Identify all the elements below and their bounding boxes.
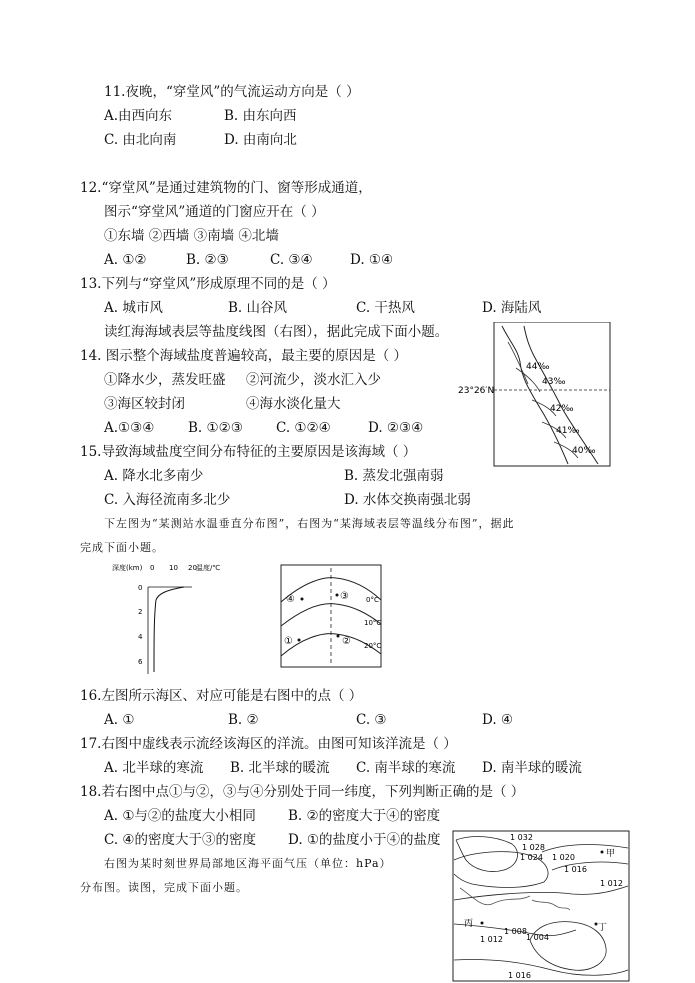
q17-option-b: B. 北半球的暖流 [230,760,330,776]
red-sea-salinity-map [458,322,612,468]
q18-option-a: A. ①与②的盐度大小相同 [104,808,256,824]
q11-option-d: D. 由南向北 [224,132,297,148]
isotherm-0-label: 0°C [366,596,379,604]
q16-stem: 16.左图所示海区、对应可能是右图中的点（ ） [80,688,363,704]
point-3-label: ③ [340,591,349,602]
depth-tick-4: 4 [138,633,143,641]
isobar-1028-label: 1 028 [522,843,545,852]
q14-option-b: B. ①②③ [188,420,243,436]
q17-stem: 17.右图中虚线表示流经该海区的洋流。由图可知该洋流是（ ） [80,736,457,752]
q18-option-d: D. ①的盐度小于④的盐度 [288,832,441,848]
q14-option-c: C. ①②④ [276,420,331,436]
isobar-1008-label: 1 008 [504,927,527,936]
point-jia-label: 甲 [606,849,616,859]
water-temperature-depth-chart [108,560,228,676]
q12-stem-1: 12.“穿堂风”是通过建筑物的门、窗等形成通道， [80,180,372,196]
q17-option-a: A. 北半球的寒流 [104,760,204,776]
isobar-1016-north-label: 1 016 [564,865,587,874]
q16-option-a: A. ① [104,712,135,728]
isobar-1012-north-label: 1 012 [600,879,623,888]
q14-choice-2: ②河流少，淡水汇入少 [246,372,381,388]
temp-axis-label: 温度/℃ [196,564,221,572]
point-1-label: ① [284,636,293,647]
point-4-label: ④ [286,594,295,605]
q18-option-c: C. ④的密度大于③的密度 [104,832,257,848]
q14-choice-4: ④海水淡化量大 [246,396,341,412]
isobar-1004-label: 1 004 [526,933,549,942]
depth-axis-label: 深度(km) [112,564,143,572]
q11-stem: 11.夜晚，“穿堂风”的气流运动方向是（ ） [104,84,360,100]
q12-option-a: A. ①② [104,252,147,268]
q15-option-b: B. 蒸发北强南弱 [344,468,444,484]
q13-option-a: A. 城市风 [104,300,163,316]
q12-choices: ①东墙 ②西墙 ③南墙 ④北墙 [104,228,279,244]
q11-option-c: C. 由北向南 [104,132,177,148]
salinity-42-label: 42‰ [550,404,574,414]
q16-option-d: D. ④ [482,712,514,728]
q17-option-c: C. 南半球的寒流 [356,760,456,776]
q13-option-c: C. 干热风 [356,300,415,316]
q13-option-b: B. 山谷风 [228,300,288,316]
q14-choice-3: ③海区较封闭 [104,396,185,412]
q14-option-d: D. ②③④ [368,420,424,436]
q12-option-c: C. ③④ [270,252,313,268]
q15-stem: 15.导致海域盐度空间分布特征的主要原因是该海域（ ） [80,444,417,460]
isotherm-10-label: 10°C [364,619,382,627]
temp-tick-10: 10 [169,564,178,572]
q11-option-a: A.由西向东 [104,108,173,124]
pressure-intro-2: 分布图。读图，完成下面小题。 [80,881,248,894]
salinity-41-label: 41‰ [556,426,580,436]
point-2-label: ② [342,636,351,647]
q18-option-b: B. ②的密度大于④的密度 [288,808,441,824]
isobar-1016-south-label: 1 016 [508,971,531,980]
depth-tick-0: 0 [138,584,143,592]
pressure-intro-1: 右图为某时刻世界局部地区海平面气压（单位：hPa） [104,857,392,870]
q16-option-b: B. ② [228,712,259,728]
salinity-43-label: 43‰ [542,377,566,387]
point-ding-label: 丁 [598,923,608,933]
sea-level-pressure-map [452,830,630,982]
depth-tick-2: 2 [138,608,143,616]
salinity-44-label: 44‰ [526,362,550,372]
q17-option-d: D. 南半球的暖流 [482,760,582,776]
depth-tick-6: 6 [138,658,143,666]
point-bing-label: 丙 [464,919,474,929]
q15-option-c: C. 入海径流南多北少 [104,492,231,508]
q15-option-d: D. 水体交换南强北弱 [344,492,471,508]
q12-option-d: D. ①④ [350,252,394,268]
isotherm-20-label: 20°C [364,642,382,650]
q11-option-b: B. 由东向西 [224,108,297,124]
q12-stem-2: 图示“穿堂风”通道的门窗应开在（ ） [104,204,325,220]
temp-intro-2: 完成下面小题。 [80,541,164,554]
q18-stem: 18.若右图中点①与②，③与④分别处于同一纬度，下列判断正确的是（ ） [80,784,525,800]
q16-option-c: C. ③ [356,712,387,728]
q13-stem: 13.下列与“穿堂风”形成原理不同的是（ ） [80,276,336,292]
q13-option-d: D. 海陆风 [482,300,542,316]
temp-tick-20: 20 [188,564,197,572]
q15-option-a: A. 降水北多南少 [104,468,204,484]
sea-surface-isotherm-map [280,564,382,668]
red-sea-intro: 读红海海域表层等盐度线图（右图），据此完成下面小题。 [104,324,449,340]
temp-intro-1: 下左图为“某测站水温垂直分布图”，右图为“某海域表层等温线分布图”，据此 [104,517,515,530]
isobar-1012-south-label: 1 012 [480,935,503,944]
temp-tick-0: 0 [150,564,155,572]
q12-option-b: B. ②③ [186,252,229,268]
q14-choice-1: ①降水少，蒸发旺盛 [104,372,226,388]
q14-stem: 14. 图示整个海域盐度普遍较高，最主要的原因是（ ） [80,348,408,364]
salinity-40-label: 40‰ [572,446,596,456]
isobar-1020-label: 1 020 [552,853,575,862]
isobar-1024-label: 1 024 [520,853,543,862]
isobar-1032-label: 1 032 [510,833,533,842]
tropic-latitude-label: 23°26′N [458,386,495,396]
q14-option-a: A.①③④ [104,420,155,436]
